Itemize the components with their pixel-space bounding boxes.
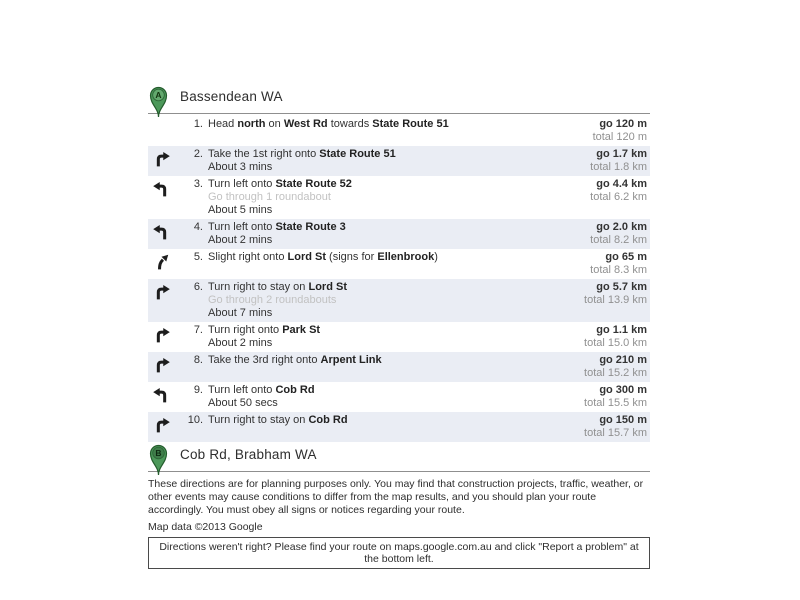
step-instruction: Turn left onto Cob Rd [208,384,315,396]
step-total-distance: total 15.5 km [584,397,647,409]
step-duration: About 7 mins [208,307,273,319]
step-distances [536,178,648,204]
step-go-distance: go 1.7 km [596,148,647,160]
step-go-distance: go 210 m [599,354,647,366]
step-go-distance: go 1.1 km [596,324,647,336]
step-distances [536,251,648,277]
disclaimer-text: These directions are for planning purposes only. You may find that construction projects, traffic, weather, or other events may cause conditions to differ from the map results, and you should plan your route accordingly. You must obey all signs or notices regarding your route. [148,478,644,516]
step-number: 3. [193,178,203,190]
step-distances [536,281,648,307]
step-roundabout-note: Go through 2 roundabouts [208,294,337,306]
step-total-distance: total 15.7 km [584,427,647,439]
turn-right-icon [152,282,171,303]
turn-left-icon [152,385,171,406]
direction-step [148,249,650,279]
step-distances [536,324,648,350]
step-go-distance: go 65 m [605,251,647,263]
step-number: 10. [187,414,203,426]
step-number: 9. [193,384,203,396]
step-total-distance: total 13.9 km [584,294,647,306]
direction-step [148,322,650,352]
slight-right-icon [152,252,171,273]
step-go-distance: go 4.4 km [596,178,647,190]
step-text [208,118,531,131]
divider-top [148,113,650,114]
direction-step [148,116,650,146]
directions-page [148,84,650,569]
step-instruction: Turn right onto Park St [208,324,321,336]
step-roundabout-note: Go through 1 roundabout [208,191,331,203]
step-instruction: Take the 3rd right onto Arpent Link [208,354,382,366]
step-text [208,414,531,427]
step-distances [536,384,648,410]
turn-right-icon [152,415,171,436]
direction-step [148,279,650,322]
step-go-distance: go 120 m [599,118,647,130]
step-distances [536,148,648,174]
step-total-distance: total 1.8 km [590,161,647,173]
report-problem-text: Directions weren't right? Please find your route on maps.google.com.au and click "Report a problem" at the bottom left. [159,541,639,566]
direction-step [148,352,650,382]
origin-label: Bassendean WA [180,89,283,104]
turn-left-icon [152,179,171,200]
step-text [208,354,531,367]
step-duration: About 2 mins [208,234,273,246]
step-number: 4. [193,221,203,233]
direction-step [148,146,650,176]
step-total-distance: total 8.3 km [590,264,647,276]
step-total-distance: total 15.2 km [584,367,647,379]
destination-row [148,442,650,469]
divider-bottom [148,471,650,472]
direction-step [148,219,650,249]
report-problem-notice [148,537,650,569]
step-distances [536,414,648,440]
step-instruction: Take the 1st right onto State Route 51 [208,148,396,160]
origin-marker-letter: A [155,90,162,100]
turn-right-icon [152,355,171,376]
step-total-distance: total 6.2 km [590,191,647,203]
origin-marker-pin-icon [148,85,169,118]
step-go-distance: go 300 m [599,384,647,396]
step-number: 5. [193,251,203,263]
step-text [208,384,531,410]
map-data-attribution: Map data ©2013 Google [148,521,263,534]
step-distances [536,354,648,380]
turn-right-icon [152,325,171,346]
step-go-distance: go 150 m [599,414,647,426]
step-go-distance: go 5.7 km [596,281,647,293]
destination-marker-pin-icon [148,443,169,476]
step-total-distance: total 8.2 km [590,234,647,246]
step-text [208,281,531,320]
step-duration: About 3 mins [208,161,273,173]
step-instruction: Slight right onto Lord St (signs for Ellenbrook) [208,251,438,263]
origin-row [148,84,650,111]
steps-list [148,116,650,442]
step-go-distance: go 2.0 km [596,221,647,233]
step-text [208,251,531,264]
no-maneuver-icon [152,119,171,140]
step-number: 8. [193,354,203,366]
step-number: 1. [193,118,203,130]
direction-step [148,412,650,442]
step-total-distance: total 15.0 km [584,337,647,349]
turn-left-icon [152,222,171,243]
step-number: 2. [193,148,203,160]
step-duration: About 50 secs [208,397,278,409]
step-instruction: Head north on West Rd towards State Route 51 [208,118,449,130]
step-instruction: Turn right to stay on Lord St [208,281,347,293]
step-instruction: Turn right to stay on Cob Rd [208,414,348,426]
step-number: 7. [193,324,203,336]
step-distances [536,221,648,247]
step-instruction: Turn left onto State Route 52 [208,178,352,190]
step-duration: About 5 mins [208,204,273,216]
destination-label: Cob Rd, Brabham WA [180,447,317,462]
step-distances [536,118,648,144]
direction-step [148,176,650,219]
step-duration: About 2 mins [208,337,273,349]
turn-right-icon [152,149,171,170]
destination-marker-letter: B [155,448,162,458]
step-text [208,221,531,247]
step-text [208,178,531,217]
step-total-distance: total 120 m [592,131,647,143]
direction-step [148,382,650,412]
step-text [208,148,531,174]
step-instruction: Turn left onto State Route 3 [208,221,346,233]
step-number: 6. [193,281,203,293]
step-text [208,324,531,350]
